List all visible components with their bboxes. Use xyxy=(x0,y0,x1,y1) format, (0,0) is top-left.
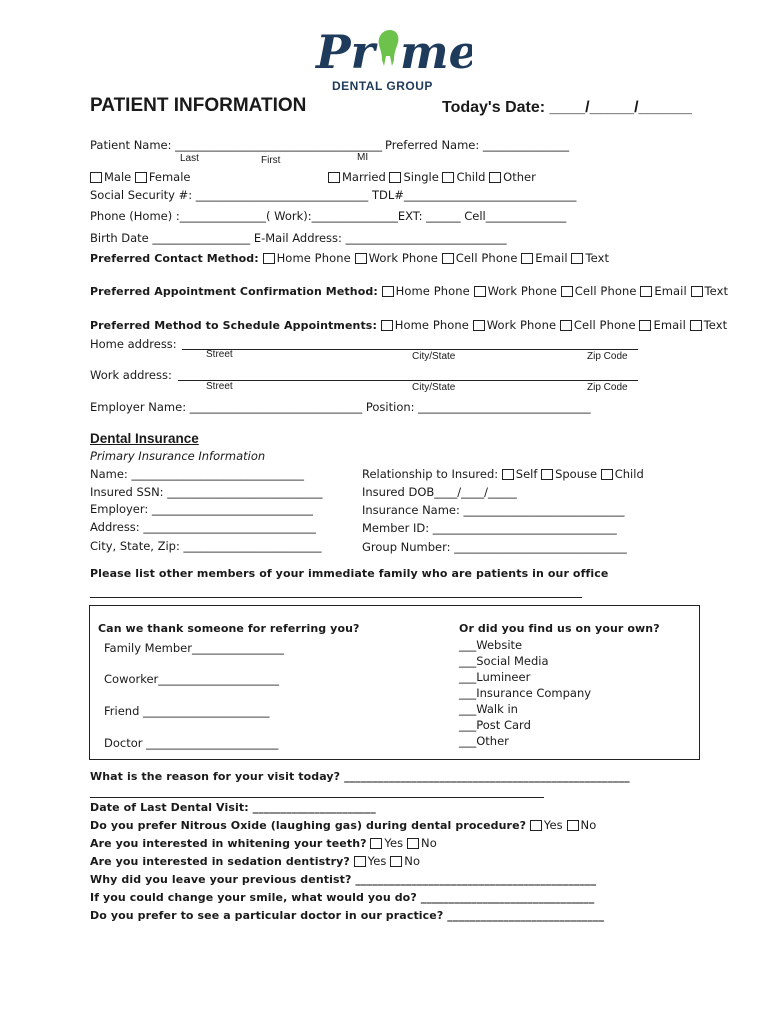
employer-position-field[interactable]: Employer Name: ______________________________ Position: ______________________________ xyxy=(90,400,591,414)
birth-email-field[interactable]: Birth Date _________________ E-Mail Address: ____________________________ xyxy=(90,231,507,245)
relationship-spouse[interactable]: Spouse xyxy=(541,467,597,481)
checkbox[interactable] xyxy=(690,320,702,331)
own-option-social-media[interactable]: ___Social Media xyxy=(459,654,549,668)
checkbox[interactable] xyxy=(442,253,454,264)
preferred-name-field[interactable]: Preferred Name: _______________ xyxy=(385,138,570,152)
work-address-label: Work address: xyxy=(90,368,172,382)
insurance-heading: Dental Insurance xyxy=(90,431,199,446)
sedation-yes[interactable]: Yes xyxy=(354,854,387,868)
home-city-label: City/State xyxy=(412,351,456,362)
checkbox[interactable] xyxy=(382,286,394,297)
checkbox[interactable] xyxy=(601,469,613,480)
sedation-no[interactable]: No xyxy=(390,854,420,868)
contact-home-phone[interactable]: Home Phone xyxy=(263,251,351,265)
checkbox[interactable] xyxy=(355,253,367,264)
visit-reason-line-2[interactable] xyxy=(90,797,544,798)
family-answer-line[interactable] xyxy=(90,597,582,598)
confirm-work-phone[interactable]: Work Phone xyxy=(474,284,557,298)
insured-ssn-field[interactable]: Insured SSN: ___________________________ xyxy=(90,485,323,499)
whitening-row xyxy=(90,836,437,850)
insurance-name-field[interactable]: Insurance Name: ____________________________ xyxy=(362,503,625,517)
nitrous-yes[interactable]: Yes xyxy=(530,818,563,832)
todays-date-field[interactable]: Today's Date: ____/_____/______ xyxy=(442,99,692,116)
own-option-walk-in[interactable]: ___Walk in xyxy=(459,702,518,716)
checkbox[interactable] xyxy=(328,172,340,183)
marital-married[interactable]: Married xyxy=(328,170,386,184)
insured-dob-field[interactable]: Insured DOB____/____/_____ xyxy=(362,485,517,499)
referral-family-field[interactable]: Family Member________________ xyxy=(104,641,284,655)
work-zip-label: Zip Code xyxy=(587,382,628,393)
contact-email[interactable]: Email xyxy=(521,251,567,265)
work-street-label: Street xyxy=(206,381,233,392)
logo xyxy=(312,18,472,98)
sedation-row xyxy=(90,854,420,868)
contact-text[interactable]: Text xyxy=(571,251,609,265)
checkbox[interactable] xyxy=(639,320,651,331)
marital-single[interactable]: Single xyxy=(389,170,438,184)
checkbox[interactable] xyxy=(530,820,542,831)
checkbox[interactable] xyxy=(354,856,366,867)
visit-reason-field[interactable]: What is the reason for your visit today? ___________________________________________________ xyxy=(90,770,630,783)
checkbox[interactable] xyxy=(560,320,572,331)
checkbox[interactable] xyxy=(474,286,486,297)
own-option-website[interactable]: ___Website xyxy=(459,638,523,652)
preferred-contact-label: Preferred Contact Method: xyxy=(90,252,259,265)
relationship-self[interactable]: Self xyxy=(502,467,538,481)
confirm-text[interactable]: Text xyxy=(691,284,729,298)
schedule-work-phone[interactable]: Work Phone xyxy=(473,318,556,332)
referral-doctor-field[interactable]: Doctor _______________________ xyxy=(104,736,279,750)
page-title: PATIENT INFORMATION xyxy=(90,95,307,116)
last-visit-field[interactable]: Date of Last Dental Visit: ______________________ xyxy=(90,801,376,814)
whitening-no[interactable]: No xyxy=(407,836,437,850)
svg-text:Pr: Pr xyxy=(316,25,375,79)
preferred-contact-row xyxy=(90,251,609,265)
marital-child[interactable]: Child xyxy=(442,170,485,184)
own-option-other[interactable]: ___Other xyxy=(459,734,509,748)
own-option-lumineer[interactable]: ___Lumineer xyxy=(459,670,531,684)
prime-logo-icon xyxy=(312,18,472,98)
confirm-home-phone[interactable]: Home Phone xyxy=(382,284,470,298)
change-smile-field[interactable]: If you could change your smile, what would you do? _______________________________ xyxy=(90,891,595,904)
nitrous-row xyxy=(90,818,596,832)
checkbox[interactable] xyxy=(691,286,703,297)
phone-field[interactable]: Phone (Home) :_______________( Work):_______________EXT: ______ Cell______________ xyxy=(90,209,567,223)
group-number-field[interactable]: Group Number: ______________________________ xyxy=(362,540,627,554)
checkbox[interactable] xyxy=(370,838,382,849)
particular-doctor-field[interactable]: Do you prefer to see a particular doctor in our practice? ____________________________ xyxy=(90,909,605,922)
checkbox[interactable] xyxy=(502,469,514,480)
family-question: Please list other members of your immediate family who are patients in our office xyxy=(90,567,609,580)
checkbox[interactable] xyxy=(390,856,402,867)
ssn-tdl-field[interactable]: Social Security #: ______________________________ TDL#______________________________ xyxy=(90,188,577,202)
confirmation-method-row xyxy=(90,284,728,298)
confirmation-method-label: Preferred Appointment Confirmation Method: xyxy=(90,285,378,298)
marital-group xyxy=(328,170,536,184)
whitening-question: Are you interested in whitening your teeth? xyxy=(90,837,367,850)
patient-name-field[interactable]: Patient Name: ____________________________________ xyxy=(90,138,383,152)
confirm-cell-phone[interactable]: Cell Phone xyxy=(561,284,637,298)
insured-name-field[interactable]: Name: ______________________________ xyxy=(90,467,304,481)
relationship-row xyxy=(362,467,644,481)
insured-employer-field[interactable]: Employer: ____________________________ xyxy=(90,502,313,516)
checkbox[interactable] xyxy=(381,320,393,331)
work-address-line[interactable] xyxy=(178,380,638,381)
schedule-method-label: Preferred Method to Schedule Appointments: xyxy=(90,319,377,332)
home-address-label: Home address: xyxy=(90,337,177,351)
checkbox[interactable] xyxy=(473,320,485,331)
marital-other[interactable]: Other xyxy=(489,170,536,184)
gender-male[interactable]: Male xyxy=(90,170,131,184)
checkbox[interactable] xyxy=(442,172,454,183)
insurance-subheading: Primary Insurance Information xyxy=(90,449,266,463)
checkbox[interactable] xyxy=(263,253,275,264)
nitrous-no[interactable]: No xyxy=(567,818,597,832)
sub-first: First xyxy=(261,155,281,166)
own-option-insurance-company[interactable]: ___Insurance Company xyxy=(459,686,592,700)
schedule-cell-phone[interactable]: Cell Phone xyxy=(560,318,636,332)
home-street-label: Street xyxy=(206,349,233,360)
relationship-child[interactable]: Child xyxy=(601,467,644,481)
schedule-method-row xyxy=(90,318,727,332)
whitening-yes[interactable]: Yes xyxy=(370,836,403,850)
checkbox[interactable] xyxy=(90,172,102,183)
checkbox[interactable] xyxy=(541,469,553,480)
checkbox[interactable] xyxy=(521,253,533,264)
contact-work-phone[interactable]: Work Phone xyxy=(355,251,438,265)
home-address-line[interactable] xyxy=(182,349,638,350)
schedule-email[interactable]: Email xyxy=(639,318,685,332)
referral-friend-field[interactable]: Friend ______________________ xyxy=(104,704,270,718)
checkbox[interactable] xyxy=(640,286,652,297)
work-city-label: City/State xyxy=(412,382,456,393)
referral-left-heading: Can we thank someone for referring you? xyxy=(98,622,360,635)
referral-coworker-field[interactable]: Coworker_____________________ xyxy=(104,672,280,686)
confirm-email[interactable]: Email xyxy=(640,284,686,298)
svg-text:me: me xyxy=(400,25,472,79)
logo-subtitle: DENTAL GROUP xyxy=(332,79,433,93)
referral-right-heading: Or did you find us on your own? xyxy=(459,622,660,635)
checkbox[interactable] xyxy=(567,820,579,831)
insured-address-field[interactable]: Address: ______________________________ xyxy=(90,520,316,534)
previous-dentist-field[interactable]: Why did you leave your previous dentist? ___________________________________________ xyxy=(90,873,597,886)
checkbox[interactable] xyxy=(489,172,501,183)
checkbox[interactable] xyxy=(407,838,419,849)
home-zip-label: Zip Code xyxy=(587,351,628,362)
nitrous-question: Do you prefer Nitrous Oxide (laughing gas) during dental procedure? xyxy=(90,819,527,832)
gender-group xyxy=(90,170,191,184)
checkbox[interactable] xyxy=(571,253,583,264)
sub-mi: MI xyxy=(357,152,369,163)
sub-last: Last xyxy=(180,153,199,164)
insured-city-field[interactable]: City, State, Zip: ________________________ xyxy=(90,539,322,553)
schedule-home-phone[interactable]: Home Phone xyxy=(381,318,469,332)
relationship-label: Relationship to Insured: xyxy=(362,467,499,481)
checkbox[interactable] xyxy=(561,286,573,297)
sedation-question: Are you interested in sedation dentistry? xyxy=(90,855,350,868)
schedule-text[interactable]: Text xyxy=(690,318,728,332)
checkbox[interactable] xyxy=(389,172,401,183)
member-id-field[interactable]: Member ID: ________________________________ xyxy=(362,521,617,535)
gender-female[interactable]: Female xyxy=(135,170,191,184)
own-option-post-card[interactable]: ___Post Card xyxy=(459,718,531,732)
contact-cell-phone[interactable]: Cell Phone xyxy=(442,251,518,265)
checkbox[interactable] xyxy=(135,172,147,183)
